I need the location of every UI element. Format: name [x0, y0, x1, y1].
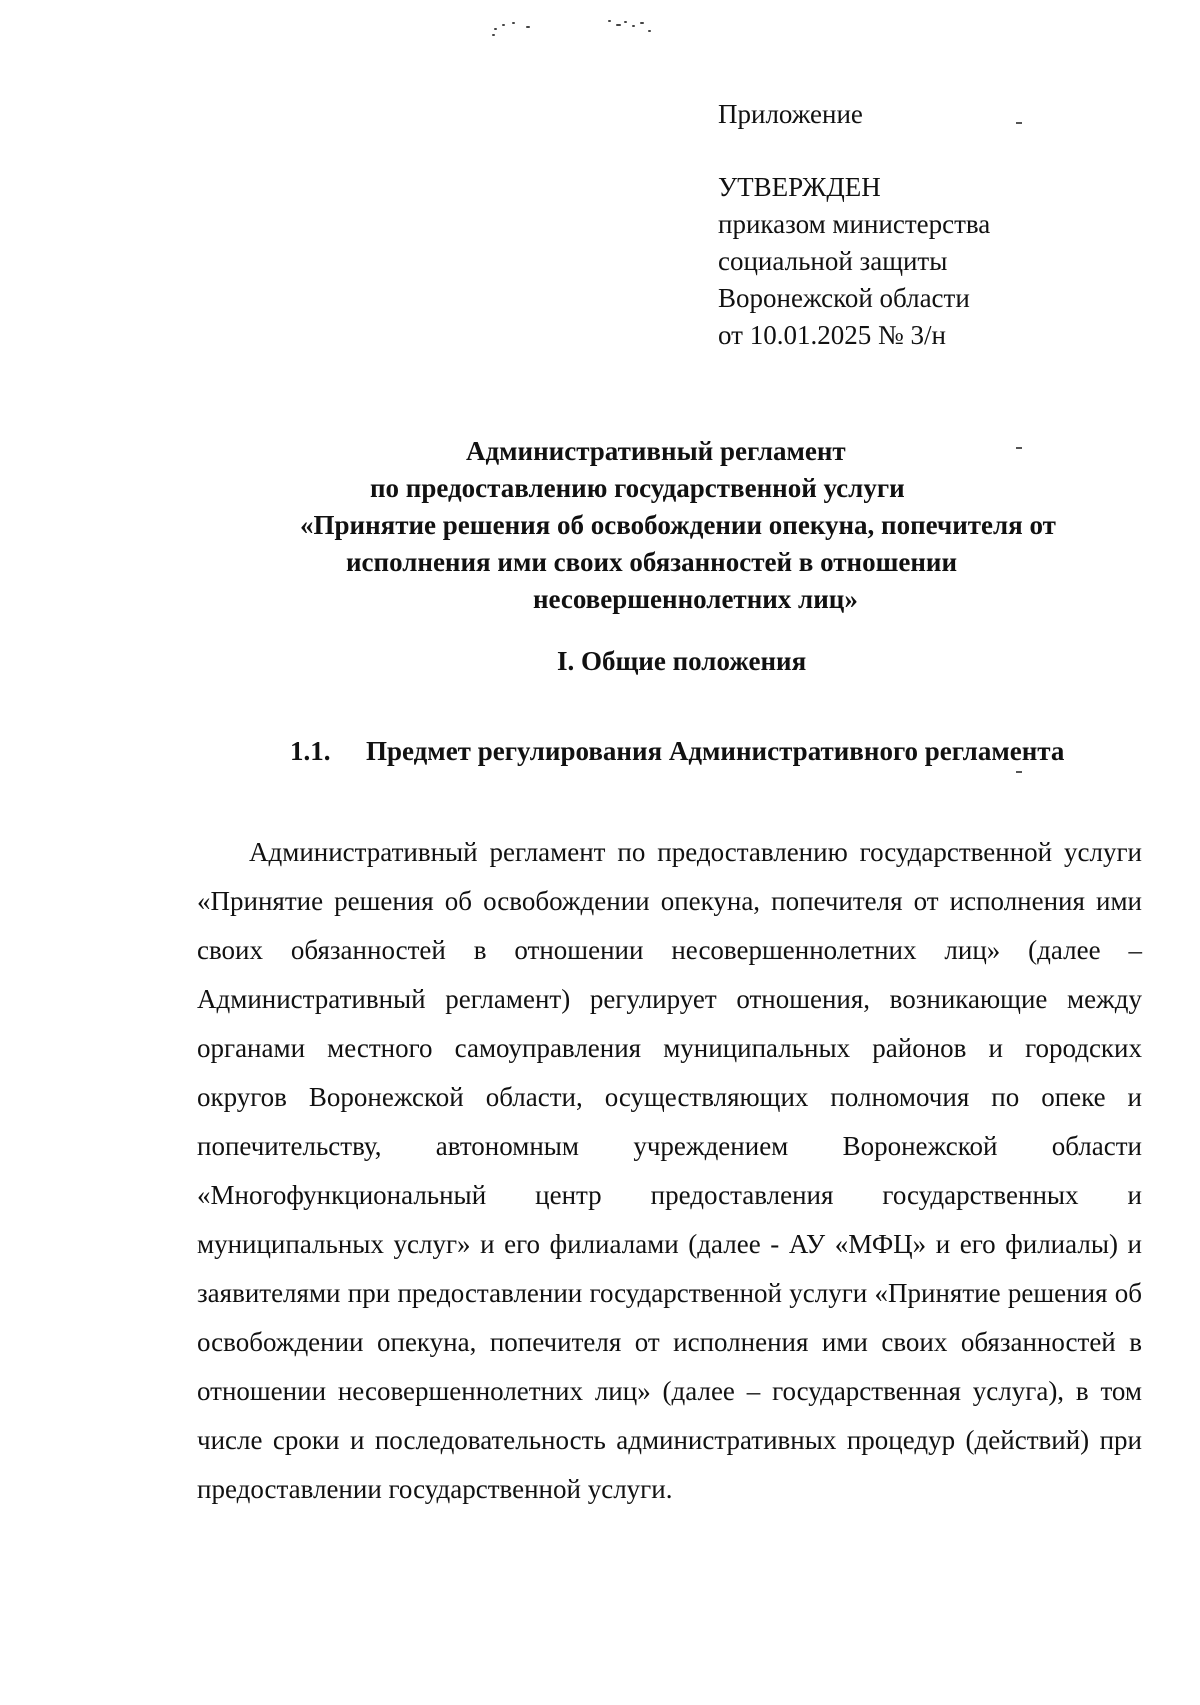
title-line: Административный регламент	[466, 436, 846, 466]
scan-mark	[1016, 122, 1022, 124]
approval-date-number: от 10.01.2025 № 3/н	[718, 320, 946, 350]
title-line: «Принятие решения об освобождении опекуна, попечителя от	[300, 510, 1056, 540]
title-line: несовершеннолетних лиц»	[533, 584, 858, 614]
approval-line: Воронежской области	[718, 283, 970, 313]
subsection-heading	[290, 736, 1064, 767]
scan-specks	[490, 14, 710, 44]
subsection-title: Предмет регулирования Административного регламента	[366, 736, 1065, 766]
body-paragraph: Административный регламент по предоставлению государственной услуги «Принятие решения об освобождении опекуна, попечителя от исполнения ими своих обязанностей в отношении несовершеннолетних лиц» (далее – Административный регламент) регулирует отношения, возникающие между органами местного самоуправления муниципальных районов и городских округов Воронежской области, осуществляющих полномочия по опеке и попечительству, автономным учреждением Воронежской области «Многофункциональный центр предоставления государственных и муниципальных услуг» и его филиалами (далее - АУ «МФЦ» и его филиалы) и заявителями при предоставлении государственной услуги «Принятие решения об освобождении опекуна, попечителя от исполнения ими своих обязанностей в отношении несовершеннолетних лиц» (далее – государственная услуга), в том числе сроки и последовательность административных процедур (действий) при предоставлении государственной услуги.	[197, 837, 1142, 1504]
section-heading: I. Общие положения	[557, 646, 807, 676]
title-line: по предоставлению государственной услуги	[370, 473, 905, 503]
scan-mark	[1016, 447, 1022, 449]
approved-label: УТВЕРЖДЕН	[718, 172, 881, 202]
subsection-number: 1.1.	[290, 736, 331, 766]
approval-stamp-block	[718, 96, 990, 354]
annex-label: Приложение	[718, 99, 863, 129]
title-line: исполнения ими своих обязанностей в отношении	[346, 547, 958, 577]
scan-mark	[1016, 771, 1022, 773]
approval-line: социальной защиты	[718, 246, 948, 276]
approval-line: приказом министерства	[718, 209, 991, 239]
